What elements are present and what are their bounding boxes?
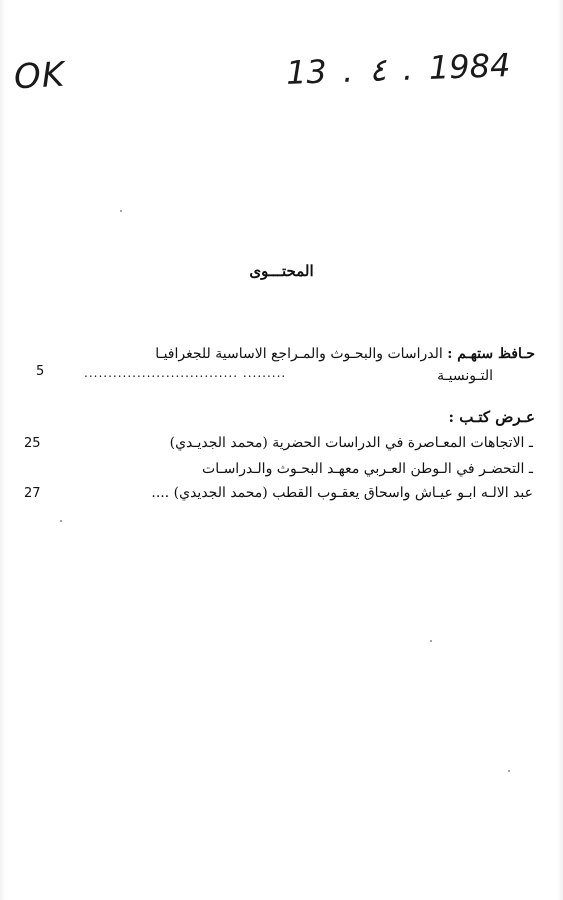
page-title: المحتـــوى: [249, 262, 314, 280]
review-1-page-number: 25: [24, 436, 41, 451]
article-dots: ................................ .........: [84, 366, 287, 380]
scan-speck: [120, 210, 122, 212]
reviews-heading: عـرض كتـب :: [448, 408, 535, 426]
article-title-line2: التـونسيـة: [437, 368, 493, 384]
review-1-line1: ـ الاتجاهات المعـاصرة في الدراسات الحضرية (محمد الجديـدي): [169, 435, 533, 451]
scan-speck: [430, 640, 432, 642]
review-2-line2: عبد الالـه ابـو عيـاش واسحاق يعقـوب القطب (محمد الجديدي) ....: [151, 485, 533, 501]
scan-speck: [508, 770, 510, 772]
article-page-number: 5: [36, 364, 45, 379]
article-title-line1: الدراسات والبحـوث والمـراجع الاساسية للجغرافيـا: [155, 346, 443, 362]
article-line-1: [40, 346, 535, 362]
review-2-page-number: 27: [24, 486, 41, 501]
review-2-line1: ـ التحضـر في الـوطن العـربي معهـد البحـوث والـدراسـات: [202, 461, 533, 477]
handwritten-date: 13 . ٤ . 1984: [285, 46, 511, 92]
article-author: حـافظ ستهـم :: [447, 346, 535, 362]
handwritten-ok: OK: [12, 54, 67, 98]
scan-speck: [60, 520, 62, 522]
